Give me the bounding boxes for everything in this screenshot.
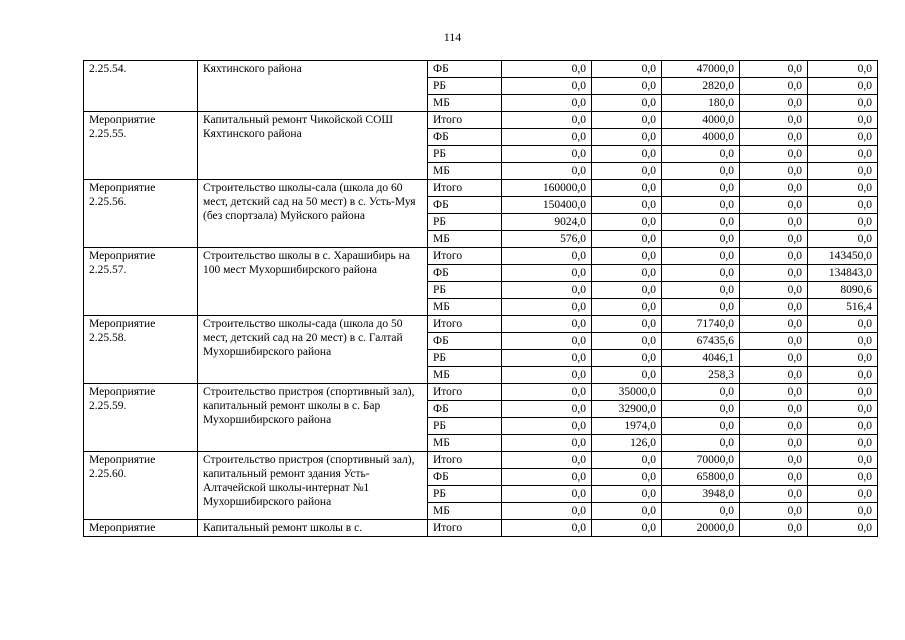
amount-cell: 0,0 [740,282,808,299]
funding-source: МБ [428,435,502,452]
activity-id-cell [84,61,198,112]
funding-source: МБ [428,367,502,384]
amount-cell: 0,0 [662,265,740,282]
amount-cell: 65800,0 [662,469,740,486]
funding-source: ФБ [428,61,502,78]
activity-label: Мероприятие [89,386,156,398]
activity-number: 2.25.58. [89,332,127,344]
amount-cell: 0,0 [740,350,808,367]
funding-source: Итого [428,180,502,197]
amount-cell: 0,0 [592,61,662,78]
activity-number: 2.25.55. [89,128,127,140]
amount-cell: 0,0 [740,248,808,265]
amount-cell: 0,0 [740,401,808,418]
funding-source: Итого [428,452,502,469]
amount-cell: 3948,0 [662,486,740,503]
amount-cell: 0,0 [662,299,740,316]
funding-source: РБ [428,78,502,95]
amount-cell: 0,0 [808,95,878,112]
amount-cell: 35000,0 [592,384,662,401]
amount-cell: 0,0 [502,129,592,146]
funding-source: РБ [428,282,502,299]
activity-number: 2.25.57. [89,264,127,276]
funding-source: РБ [428,486,502,503]
activity-id-cell [84,316,198,384]
amount-cell: 0,0 [592,180,662,197]
amount-cell: 0,0 [592,486,662,503]
amount-cell: 0,0 [502,146,592,163]
amount-cell: 0,0 [592,350,662,367]
table-row [84,112,878,129]
amount-cell: 0,0 [662,282,740,299]
amount-cell: 4000,0 [662,112,740,129]
activity-number: 2.25.56. [89,196,127,208]
funding-source: Итого [428,112,502,129]
amount-cell: 0,0 [808,401,878,418]
amount-cell: 576,0 [502,231,592,248]
amount-cell: 0,0 [808,350,878,367]
activity-description: Строительство школы-сада (школа до 50 мест, детский сад на 20 мест) в с. Галтай Мухоршибирского района [198,316,428,384]
amount-cell: 0,0 [808,384,878,401]
amount-cell: 0,0 [808,214,878,231]
amount-cell: 47000,0 [662,61,740,78]
amount-cell: 0,0 [740,78,808,95]
amount-cell: 258,3 [662,367,740,384]
amount-cell: 0,0 [808,367,878,384]
activity-label: Мероприятие [89,318,156,330]
activity-description: Строительство школы в с. Харашибирь на 100 мест Мухоршибирского района [198,248,428,316]
activity-description: Строительство пристроя (спортивный зал), капитальный ремонт школы в с. Бар Мухоршибирского района [198,384,428,452]
amount-cell: 8090,6 [808,282,878,299]
table-row [84,180,878,197]
activity-label: Мероприятие [89,250,156,262]
amount-cell: 0,0 [502,350,592,367]
amount-cell: 0,0 [592,95,662,112]
funding-source: ФБ [428,333,502,350]
activity-number: 2.25.59. [89,400,127,412]
funding-source: Итого [428,248,502,265]
amount-cell: 0,0 [740,214,808,231]
amount-cell: 2820,0 [662,78,740,95]
amount-cell: 0,0 [740,231,808,248]
amount-cell: 0,0 [502,401,592,418]
amount-cell: 0,0 [740,384,808,401]
amount-cell: 0,0 [808,333,878,350]
amount-cell: 0,0 [502,316,592,333]
amount-cell: 0,0 [502,248,592,265]
funding-source: ФБ [428,401,502,418]
amount-cell: 0,0 [502,367,592,384]
amount-cell: 70000,0 [662,452,740,469]
amount-cell: 67435,6 [662,333,740,350]
amount-cell: 0,0 [592,231,662,248]
amount-cell: 0,0 [502,112,592,129]
amount-cell: 0,0 [592,503,662,520]
amount-cell: 0,0 [592,129,662,146]
amount-cell: 0,0 [808,520,878,537]
amount-cell: 20000,0 [662,520,740,537]
amount-cell: 0,0 [740,95,808,112]
amount-cell: 0,0 [740,316,808,333]
amount-cell: 0,0 [740,520,808,537]
amount-cell: 0,0 [662,435,740,452]
amount-cell: 0,0 [740,129,808,146]
amount-cell: 4000,0 [662,129,740,146]
table-row [84,520,878,537]
amount-cell: 0,0 [502,452,592,469]
funding-source: РБ [428,146,502,163]
amount-cell: 0,0 [502,503,592,520]
table-row [84,248,878,265]
amount-cell: 0,0 [592,163,662,180]
amount-cell: 0,0 [502,299,592,316]
amount-cell: 0,0 [502,469,592,486]
amount-cell: 0,0 [740,265,808,282]
amount-cell: 0,0 [502,282,592,299]
amount-cell: 0,0 [808,435,878,452]
amount-cell: 0,0 [592,469,662,486]
amount-cell: 0,0 [808,197,878,214]
amount-cell: 0,0 [592,520,662,537]
activity-number: 2.25.54. [89,63,127,75]
amount-cell: 4046,1 [662,350,740,367]
activity-label: Мероприятие [89,454,156,466]
amount-cell: 32900,0 [592,401,662,418]
amount-cell: 134843,0 [808,265,878,282]
amount-cell: 0,0 [592,78,662,95]
amount-cell: 0,0 [662,214,740,231]
amount-cell: 0,0 [808,112,878,129]
activity-id-cell [84,248,198,316]
amount-cell: 0,0 [740,452,808,469]
amount-cell: 0,0 [662,163,740,180]
amount-cell: 0,0 [662,401,740,418]
amount-cell: 0,0 [740,197,808,214]
amount-cell: 0,0 [662,503,740,520]
activity-description: Капитальный ремонт школы в с. [198,520,428,537]
amount-cell: 0,0 [740,299,808,316]
amount-cell: 0,0 [592,452,662,469]
table-row [84,384,878,401]
funding-source: РБ [428,214,502,231]
amount-cell: 0,0 [592,112,662,129]
amount-cell: 0,0 [592,333,662,350]
amount-cell: 0,0 [808,78,878,95]
amount-cell: 0,0 [740,435,808,452]
amount-cell: 0,0 [808,61,878,78]
amount-cell: 0,0 [502,95,592,112]
activity-label: Мероприятие [89,522,156,534]
amount-cell: 0,0 [740,333,808,350]
activity-description: Строительство школы-сала (школа до 60 мест, детский сад на 50 мест) в с. Усть-Муя (без спортзала) Муйского района [198,180,428,248]
amount-cell: 0,0 [502,78,592,95]
amount-cell: 0,0 [592,316,662,333]
activity-id-cell [84,112,198,180]
funding-source: Итого [428,384,502,401]
amount-cell: 516,4 [808,299,878,316]
amount-cell: 0,0 [808,180,878,197]
amount-cell: 0,0 [592,248,662,265]
amount-cell: 0,0 [808,316,878,333]
amount-cell: 0,0 [808,418,878,435]
amount-cell: 0,0 [592,282,662,299]
amount-cell: 160000,0 [502,180,592,197]
amount-cell: 0,0 [502,435,592,452]
amount-cell: 0,0 [740,146,808,163]
funding-source: РБ [428,418,502,435]
amount-cell: 0,0 [808,163,878,180]
funding-source: МБ [428,95,502,112]
amount-cell: 0,0 [502,61,592,78]
amount-cell: 0,0 [808,129,878,146]
amount-cell: 0,0 [592,214,662,231]
amount-cell: 0,0 [662,180,740,197]
activity-label: Мероприятие [89,114,156,126]
amount-cell: 0,0 [502,265,592,282]
amount-cell: 1974,0 [592,418,662,435]
amount-cell: 0,0 [808,469,878,486]
amount-cell: 0,0 [740,418,808,435]
funding-source: МБ [428,231,502,248]
amount-cell: 0,0 [740,486,808,503]
funding-source: ФБ [428,197,502,214]
amount-cell: 0,0 [740,180,808,197]
amount-cell: 0,0 [502,418,592,435]
amount-cell: 0,0 [808,452,878,469]
amount-cell: 0,0 [808,146,878,163]
amount-cell: 0,0 [808,486,878,503]
activity-id-cell [84,384,198,452]
table-row [84,61,878,78]
amount-cell: 0,0 [662,146,740,163]
amount-cell: 143450,0 [808,248,878,265]
amount-cell: 9024,0 [502,214,592,231]
amount-cell: 0,0 [592,146,662,163]
amount-cell: 126,0 [592,435,662,452]
activity-description: Капитальный ремонт Чикойской СОШ Кяхтинского района [198,112,428,180]
amount-cell: 0,0 [740,112,808,129]
funding-source: ФБ [428,469,502,486]
amount-cell: 0,0 [502,520,592,537]
page-number: 114 [443,30,462,44]
funding-source: МБ [428,163,502,180]
amount-cell: 0,0 [592,197,662,214]
funding-source: МБ [428,503,502,520]
amount-cell: 0,0 [808,231,878,248]
amount-cell: 0,0 [808,503,878,520]
funding-source: РБ [428,350,502,367]
funding-source: Итого [428,316,502,333]
activity-label: Мероприятие [89,182,156,194]
activity-description: Строительство пристроя (спортивный зал), капитальный ремонт здания Усть-Алтачейской школы-интернат №1 Мухоршибирского района [198,452,428,520]
table-row [84,316,878,333]
amount-cell: 0,0 [592,265,662,282]
amount-cell: 0,0 [662,384,740,401]
budget-table [83,60,878,537]
amount-cell: 0,0 [662,418,740,435]
funding-source: ФБ [428,129,502,146]
activity-id-cell [84,452,198,520]
amount-cell: 0,0 [502,384,592,401]
amount-cell: 0,0 [502,163,592,180]
budget-table-body [84,61,878,537]
funding-source: Итого [428,520,502,537]
activity-id-cell [84,180,198,248]
amount-cell: 0,0 [592,367,662,384]
amount-cell: 0,0 [740,163,808,180]
amount-cell: 0,0 [502,333,592,350]
activity-id-cell [84,520,198,537]
amount-cell: 0,0 [662,248,740,265]
amount-cell: 0,0 [740,367,808,384]
amount-cell: 0,0 [740,503,808,520]
amount-cell: 0,0 [740,61,808,78]
funding-source: ФБ [428,265,502,282]
table-row [84,452,878,469]
amount-cell: 0,0 [502,486,592,503]
amount-cell: 0,0 [592,299,662,316]
amount-cell: 71740,0 [662,316,740,333]
amount-cell: 180,0 [662,95,740,112]
activity-description: Кяхтинского района [198,61,428,112]
amount-cell: 0,0 [662,231,740,248]
amount-cell: 0,0 [662,197,740,214]
amount-cell: 0,0 [740,469,808,486]
activity-number: 2.25.60. [89,468,127,480]
amount-cell: 150400,0 [502,197,592,214]
funding-source: МБ [428,299,502,316]
